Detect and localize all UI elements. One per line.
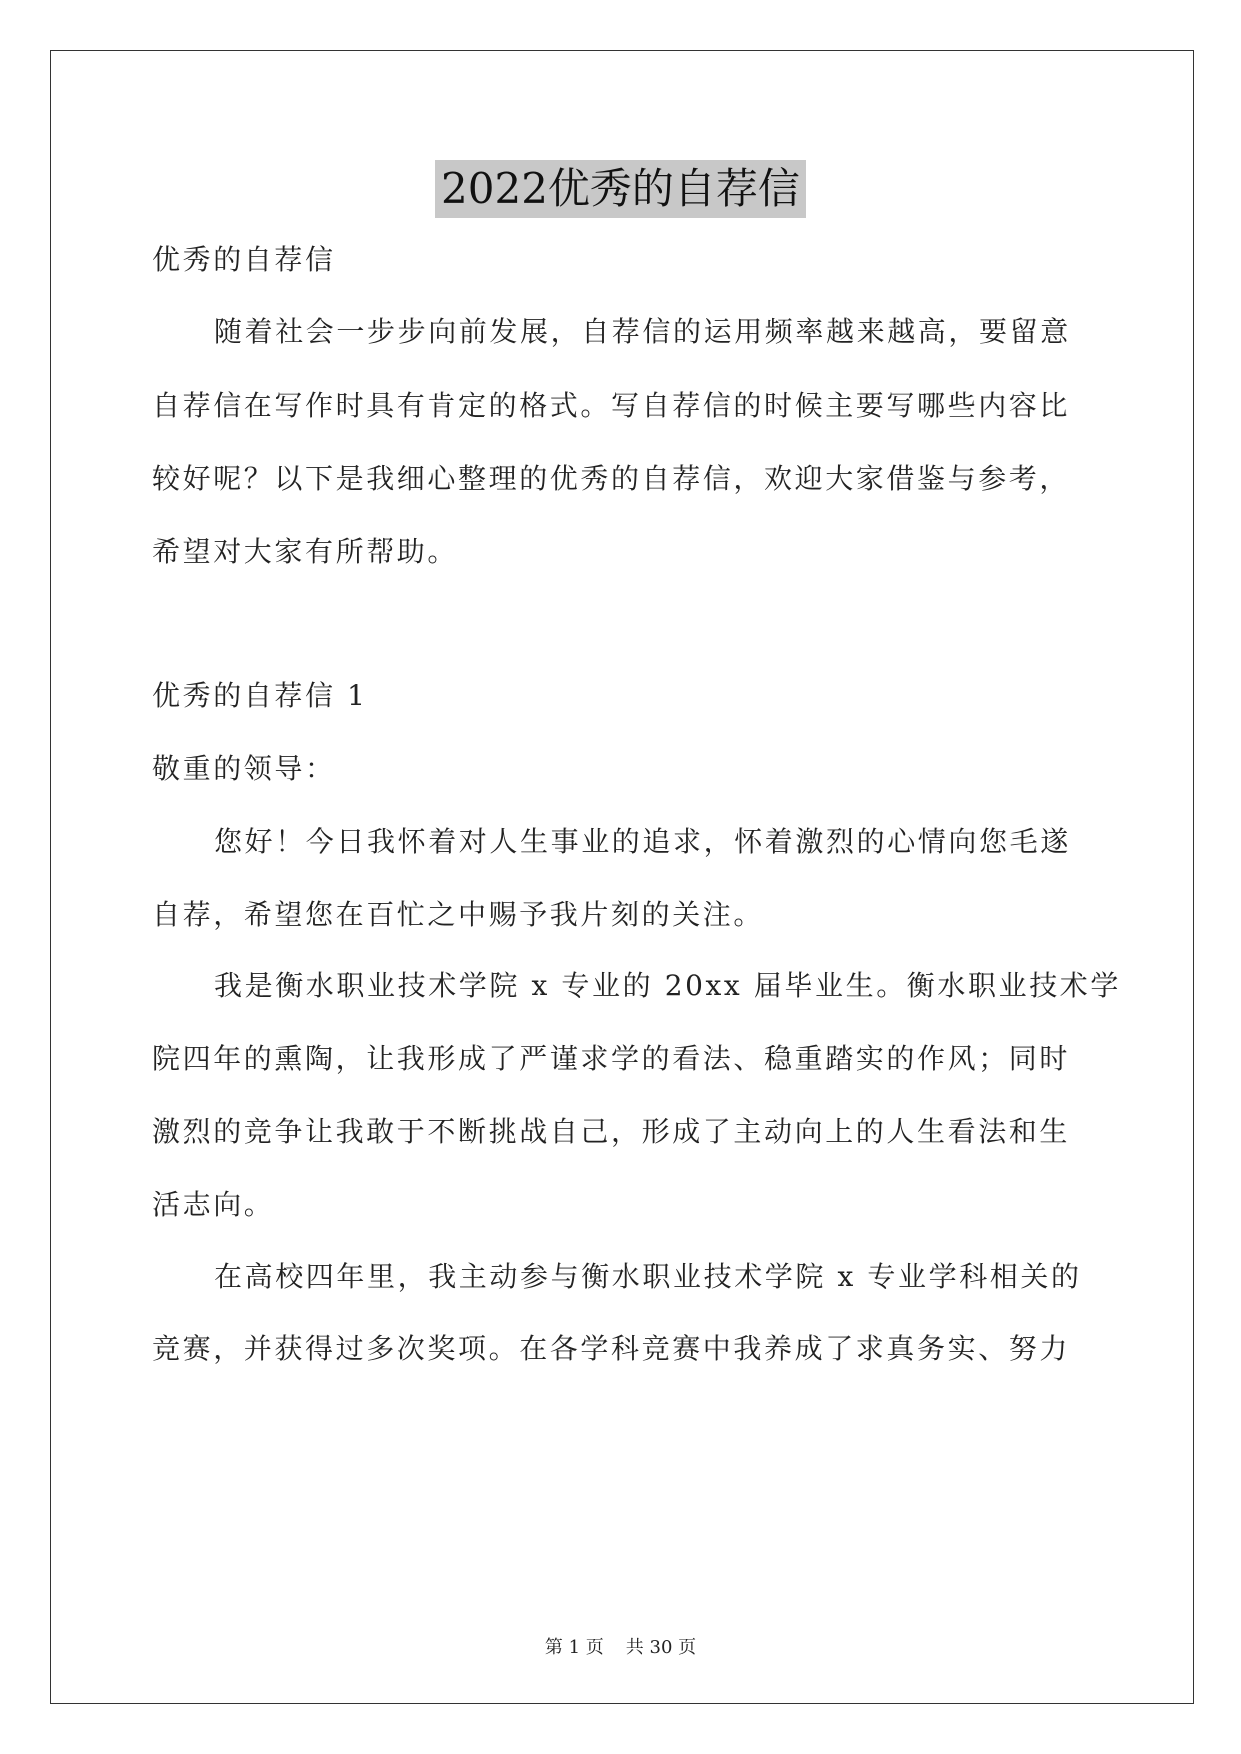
page-frame [50,50,1194,1704]
paragraph-line: 自荐信在写作时具有肯定的格式。写自荐信的时候主要写哪些内容比 [152,389,1071,422]
paragraph-line: 活志向。 [152,1188,275,1221]
paragraph-line: 激烈的竞争让我敢于不断挑战自己，形成了主动向上的人生看法和生 [152,1115,1071,1148]
paragraph-line: 您好！今日我怀着对人生事业的追求，怀着激烈的心情向您毛遂 [214,825,1071,858]
title-container [0,160,1241,218]
page-number: 第 1 页 [544,1637,604,1658]
paragraph-line: 随着社会一步步向前发展，自荐信的运用频率越来越高，要留意 [214,315,1071,348]
paragraph-line: 较好呢？以下是我细心整理的优秀的自荐信，欢迎大家借鉴与参考， [152,462,1071,495]
paragraph-line: 在高校四年里，我主动参与衡水职业技术学院 x 专业学科相关的 [214,1260,1082,1293]
document-title: 2022优秀的自荐信 [435,160,806,218]
paragraph-line: 希望对大家有所帮助。 [152,535,459,568]
page-footer [0,1633,1241,1659]
heading-line: 优秀的自荐信 [152,243,336,276]
paragraph-line: 我是衡水职业技术学院 x 专业的 20xx 届毕业生。衡水职业技术学 [214,969,1122,1002]
paragraph-line: 竞赛，并获得过多次奖项。在各学科竞赛中我养成了求真务实、努力 [152,1332,1071,1365]
page-total: 共 30 页 [625,1637,697,1658]
paragraph-line: 院四年的熏陶，让我形成了严谨求学的看法、稳重踏实的作风；同时 [152,1042,1071,1075]
salutation: 敬重的领导： [152,752,336,785]
paragraph-line: 自荐，希望您在百忙之中赐予我片刻的关注。 [152,898,765,931]
section-heading: 优秀的自荐信 1 [152,679,368,712]
